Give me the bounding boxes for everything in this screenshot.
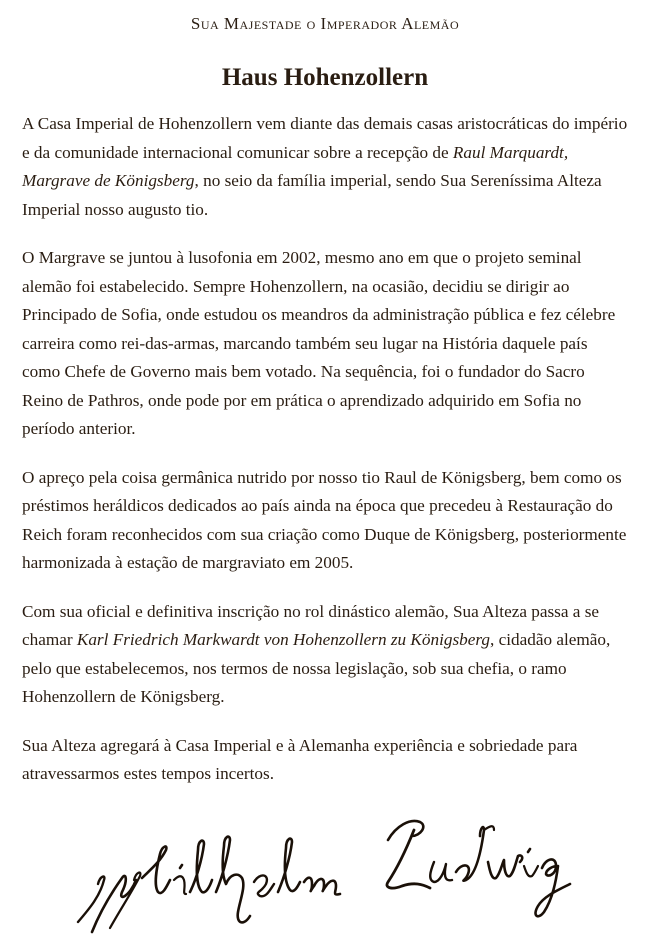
paragraph-5: Sua Alteza agregará à Casa Imperial e à Alemanha experiência e sobriedade para atravessarmos estes tempos incertos. xyxy=(22,735,578,783)
document-body xyxy=(22,110,628,789)
paragraph-2: O Margrave se juntou à lusofonia em 2002, mesmo ano em que o projeto seminal alemão foi estabelecido. Sempre Hohenzollern, na ocasião, decidiu se dirigir ao Principado de Sofia, onde estudou os meandros da administração pública e fez célebre carreira como rei-das-armas, marcando também seu lugar na História daquele país como Chefe de Governo mais bem votado. Na sequência, foi o fundador do Sacro Reino de Pathros, onde pode por em prática o aprendizado adquirido em Sofia no período anterior. xyxy=(22,248,616,438)
paragraph-1: A Casa Imperial de Hohenzollern vem diante das demais casas aristocráticas do império e da comunidade internacional comunicar sobre a recepção de Raul Marquardt, Margrave de Königsberg, no seio da família imperial, sendo Sua Sereníssima Alteza Imperial nosso augusto tio. xyxy=(22,114,628,219)
page-kicker: Sua Majestade o Imperador Alemão xyxy=(190,14,460,33)
paragraph-4: Com sua oficial e definitiva inscrição no rol dinástico alemão, Sua Alteza passa a se chamar Karl Friedrich Markwardt von Hohenzollern zu Königsberg, cidadão alemão, pelo que estabelecemos, nos termos de nossa legislação, sob sua chefia, o ramo Hohenzollern de Königsberg. xyxy=(22,601,611,706)
signature xyxy=(70,800,590,940)
emphasized-name: Raul Marquardt, Margrave de Königsberg xyxy=(22,142,569,190)
page-title: Haus Hohenzollern xyxy=(221,64,429,91)
emphasized-name: Karl Friedrich Markwardt von Hohenzollern zu Königsberg xyxy=(76,630,490,649)
paragraph-3: O apreço pela coisa germânica nutrido por nosso tio Raul de Königsberg, bem como os préstimos heráldicos dedicados ao país ainda na época que precedeu à Restauração do Reich foram reconhecidos com sua criação como Duque de Königsberg, posteriormente harmonizada à estação de margraviato em 2005. xyxy=(22,467,627,572)
